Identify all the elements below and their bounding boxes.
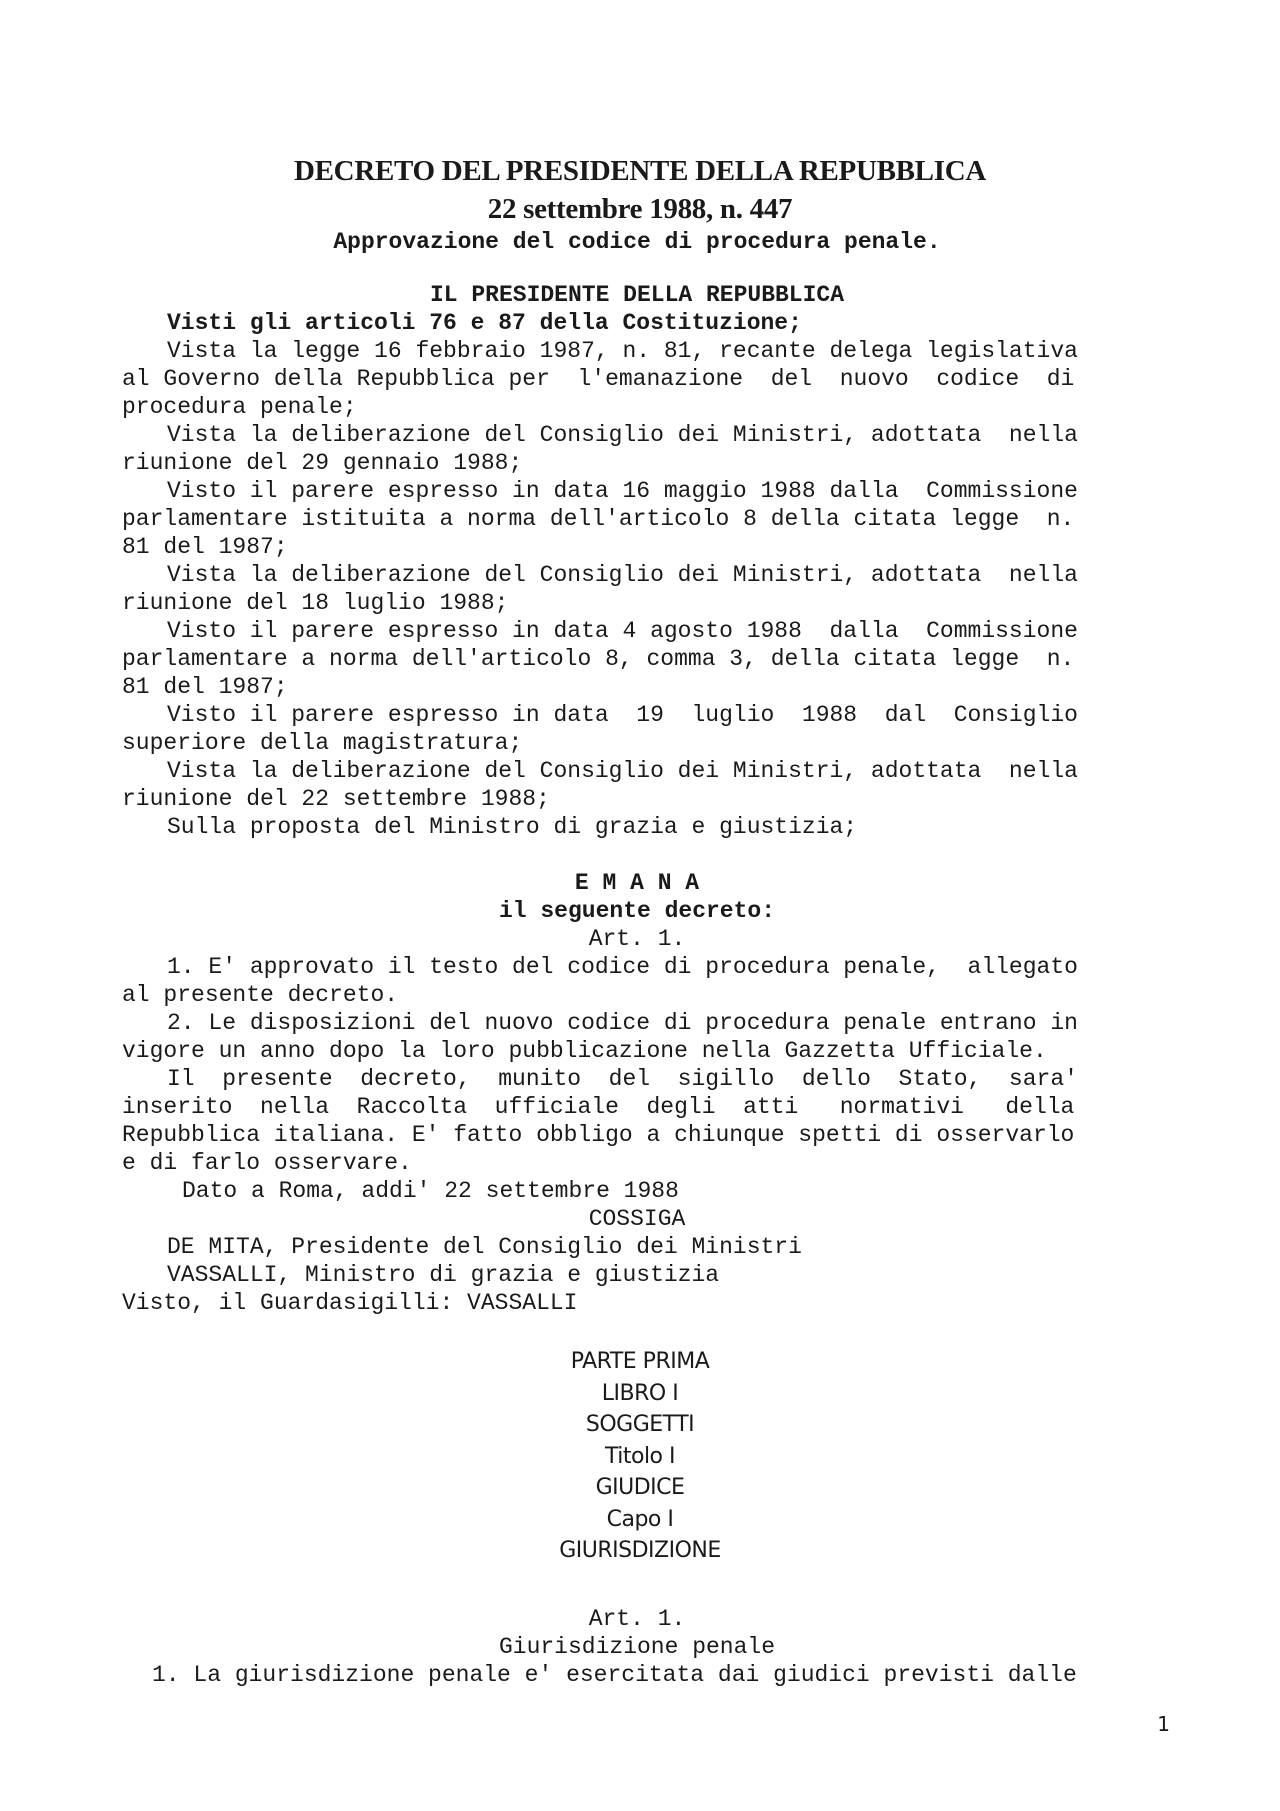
heading-giudice: GIUDICE [595,1475,685,1500]
emana-heading: E M A N A [574,870,700,896]
decree-subtitle: Approvazione del codice di procedura penale. [333,229,941,255]
preamble-line: procedura penale; [122,394,357,420]
signature-justice: VASSALLI, Ministro di grazia e giustizia [167,1262,720,1288]
page-number: 1 [1157,1712,1170,1736]
enactment-line: 1. E' approvato il testo del codice di procedura penale, allegato [167,954,1078,980]
enactment-line: 2. Le disposizioni del nuovo codice di procedura penale entrano in [167,1010,1078,1036]
structure-headings [0,1346,1280,1567]
heading-titolo: Titolo I [604,1443,675,1469]
enactment-line: Repubblica italiana. E' fatto obbligo a chiunque spetti di osservarlo [122,1122,1075,1148]
heading-parte: PARTE PRIMA [570,1349,710,1374]
preamble-line: riunione del 18 luglio 1988; [122,590,509,616]
preamble-line: Visto il parere espresso in data 16 maggio 1988 dalla Commissione [167,478,1078,504]
preamble-line: Visto il parere espresso in data 4 agosto 1988 dalla Commissione [167,618,1078,644]
preamble-line: Sulla proposta del Ministro di grazia e giustizia; [167,814,858,840]
preamble-line: Visto il parere espresso in data 19 luglio 1988 dal Consiglio [167,702,1078,728]
enactment-line: al presente decreto. [122,982,399,1008]
heading-soggetti: SOGGETTI [585,1412,695,1437]
heading-libro: LIBRO I [601,1380,679,1406]
preamble-line: parlamentare a norma dell'articolo 8, comma 3, della citata legge n. [122,646,1075,672]
preamble-line: 81 del 1987; [122,674,288,700]
heading-giurisdizione: GIURISDIZIONE [559,1538,721,1563]
preamble-line: riunione del 29 gennaio 1988; [122,450,523,476]
enactment-line: vigore un anno dopo la loro pubblicazione nella Gazzetta Ufficiale. [122,1038,1047,1064]
preamble-line: Vista la deliberazione del Consiglio dei Ministri, adottata nella [167,422,1078,448]
signature-pm: DE MITA, Presidente del Consiglio dei Ministri [167,1234,802,1260]
article-1 [122,1605,1152,1689]
preamble-line: Visti gli articoli 76 e 87 della Costituzione; [167,310,802,336]
article-1-label: Art. 1. [588,1606,686,1632]
preamble-line: parlamentare istituita a norma dell'articolo 8 della citata legge n. [122,506,1075,532]
preamble-line: 81 del 1987; [122,534,288,560]
heading-capo: Capo I [606,1506,674,1532]
preamble-line: riunione del 22 settembre 1988; [122,786,550,812]
subtitle-block [122,228,1152,256]
enactment-line: Il presente decreto, munito del sigillo dello Stato, sara' [167,1066,1078,1092]
signature-president: COSSIGA [588,1206,686,1232]
preamble-line: Vista la deliberazione del Consiglio dei Ministri, adottata nella [167,758,1078,784]
enactment-line: e di farlo osservare. [122,1150,412,1176]
decree-date: 22 settembre 1988, n. 447 [487,193,793,225]
enactment-line: inserito nella Raccolta ufficiale degli atti normativi della [122,1094,1075,1120]
preamble-heading: IL PRESIDENTE DELLA REPUBBLICA [429,282,845,308]
decree-title: DECRETO DEL PRESIDENTE DELLA REPUBBLICA [293,155,986,187]
decree-heading: il seguente decreto: [498,898,776,924]
enactment [122,869,1152,1317]
preamble-line: Vista la legge 16 febbraio 1987, n. 81, recante delega legislativa [167,338,1078,364]
preamble-line: al Governo della Repubblica per l'emanazione del nuovo codice di [122,366,1075,392]
given-at: Dato a Roma, addi' 22 settembre 1988 [182,1178,679,1204]
article-1-title: Giurisdizione penale [498,1634,776,1660]
article-1-line: 1. La giurisdizione penale e' esercitata dai giudici previsti dalle [152,1662,1077,1688]
preamble-line: superiore della magistratura; [122,730,523,756]
article-label: Art. 1. [588,926,686,952]
preamble [122,281,1152,841]
seen-by: Visto, il Guardasigilli: VASSALLI [122,1290,578,1316]
preamble-line: Vista la deliberazione del Consiglio dei Ministri, adottata nella [167,562,1078,588]
